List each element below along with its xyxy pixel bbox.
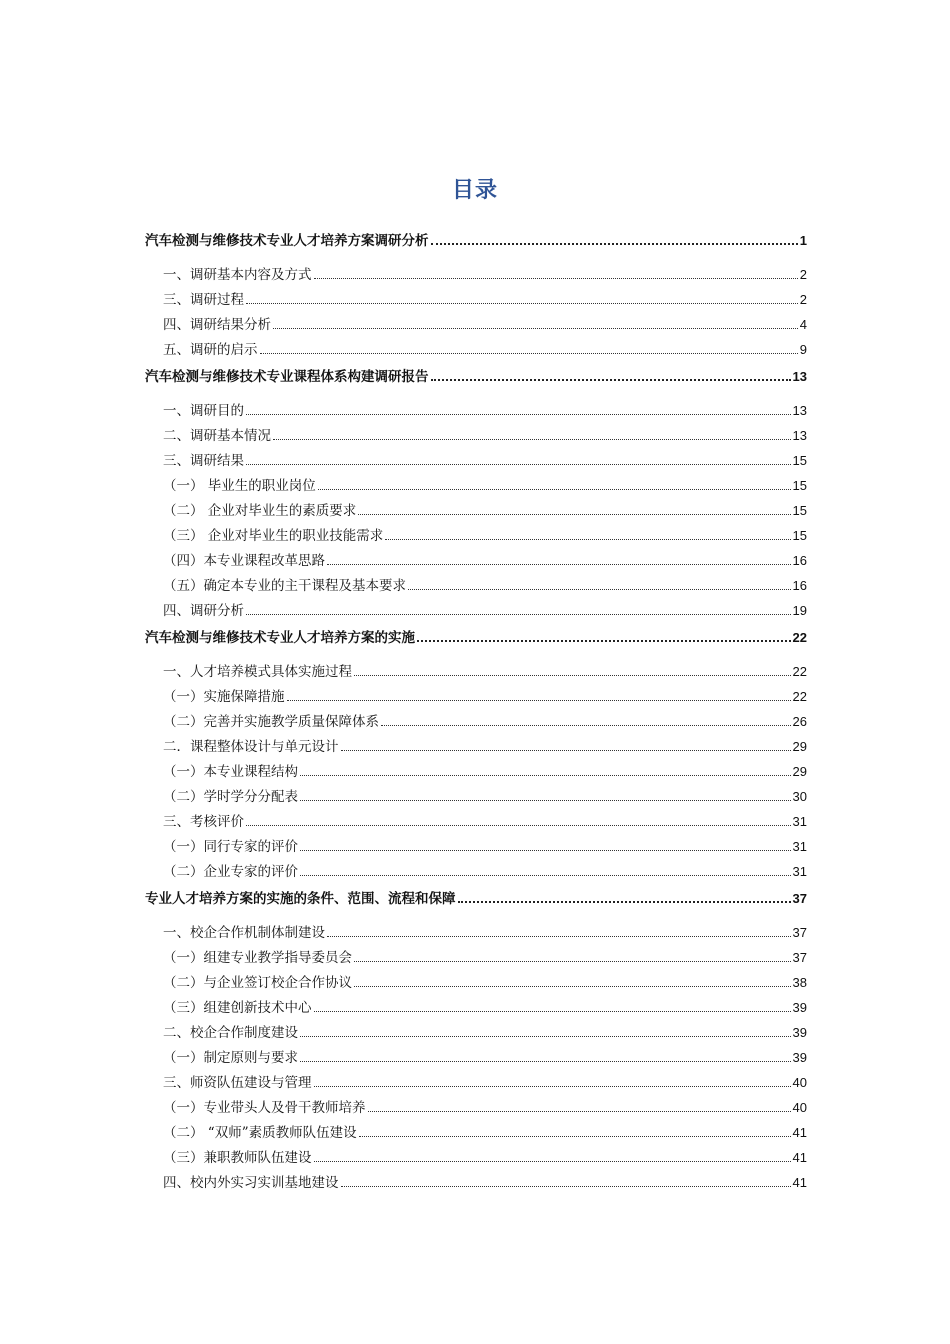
toc-item-text: （二）企业专家的评价 (163, 864, 298, 880)
toc-item-entry[interactable] (145, 337, 807, 362)
toc-page-number: 26 (792, 714, 807, 729)
dot-leader (358, 514, 790, 515)
dot-leader (300, 850, 791, 851)
dot-leader (381, 725, 791, 726)
dot-leader (314, 278, 798, 279)
toc-item-entry[interactable] (145, 709, 807, 734)
toc-item-entry[interactable] (145, 1095, 807, 1120)
toc-item-text: （一）本专业课程结构 (163, 764, 298, 780)
dot-leader (431, 379, 791, 381)
toc-page-number: 29 (792, 764, 807, 779)
toc-item-entry[interactable] (145, 1145, 807, 1170)
dot-leader (300, 1061, 791, 1062)
dot-leader (287, 700, 791, 701)
toc-item-entry[interactable] (145, 734, 807, 759)
toc-item-entry[interactable] (145, 995, 807, 1020)
toc-item-text: 三、调研过程 (163, 292, 244, 308)
toc-item-text: 三、考核评价 (163, 814, 244, 830)
toc-item-entry[interactable] (145, 473, 807, 498)
toc-page-number: 9 (799, 342, 807, 357)
toc-item-text: （一）专业带头人及骨干教师培养 (163, 1100, 366, 1116)
toc-page-number: 15 (792, 503, 807, 518)
toc-item-text: （三） 企业对毕业生的职业技能需求 (163, 528, 384, 544)
toc-page-number: 40 (792, 1100, 807, 1115)
toc-item-entry[interactable] (145, 312, 807, 337)
toc-item-entry[interactable] (145, 784, 807, 809)
toc-item-entry[interactable] (145, 448, 807, 473)
toc-item-entry[interactable] (145, 809, 807, 834)
toc-item-entry[interactable] (145, 262, 807, 287)
toc-item-entry[interactable] (145, 287, 807, 312)
toc-section-entry[interactable] (145, 625, 807, 651)
toc-page-number: 2 (799, 292, 807, 307)
dot-leader (354, 961, 791, 962)
toc-item-text: （三）组建创新技术中心 (163, 1000, 312, 1016)
toc-item-entry[interactable] (145, 398, 807, 423)
dot-leader (359, 1136, 791, 1137)
toc-item-entry[interactable] (145, 598, 807, 623)
toc-page-number: 29 (792, 739, 807, 754)
toc-section-title: 专业人才培养方案的实施的条件、范围、流程和保障 (145, 891, 456, 907)
dot-leader (300, 875, 791, 876)
dot-leader (314, 1011, 791, 1012)
toc-item-entry[interactable] (145, 573, 807, 598)
toc-item-text: （四）本专业课程改革思路 (163, 553, 325, 569)
dot-leader (260, 353, 798, 354)
toc-item-entry[interactable] (145, 1170, 807, 1195)
toc-page-number: 15 (792, 453, 807, 468)
toc-item-text: 一、人才培养模式具体实施过程 (163, 664, 352, 680)
dot-leader (246, 414, 791, 415)
toc-item-entry[interactable] (145, 970, 807, 995)
toc-page-number: 31 (792, 864, 807, 879)
toc-item-text: 三、调研结果 (163, 453, 244, 469)
dot-leader (300, 775, 791, 776)
toc-page-number: 39 (792, 1025, 807, 1040)
dot-leader (458, 901, 791, 903)
dot-leader (246, 303, 798, 304)
toc-item-entry[interactable] (145, 523, 807, 548)
toc-page-number: 1 (799, 233, 807, 248)
dot-leader (273, 328, 798, 329)
toc-page-number: 41 (792, 1150, 807, 1165)
toc-title: 目录 (451, 178, 498, 203)
toc-page-number: 16 (792, 553, 807, 568)
toc-page-number: 2 (799, 267, 807, 282)
toc-item-entry[interactable] (145, 859, 807, 884)
dot-leader (314, 1086, 791, 1087)
toc-item-text: 二、调研基本情况 (163, 428, 271, 444)
toc-page-number: 22 (792, 630, 807, 645)
toc-section-title: 汽车检测与维修技术专业人才培养方案的实施 (145, 630, 415, 646)
toc-page-number: 30 (792, 789, 807, 804)
toc-page-number: 39 (792, 1000, 807, 1015)
dot-leader (341, 750, 791, 751)
toc-item-text: 四、校内外实习实训基地建设 (163, 1175, 339, 1191)
dot-leader (300, 1036, 791, 1037)
dot-leader (354, 675, 791, 676)
toc-item-text: （二） 企业对毕业生的素质要求 (163, 503, 357, 519)
toc-item-entry[interactable] (145, 1020, 807, 1045)
toc-item-entry[interactable] (145, 1120, 807, 1145)
dot-leader (354, 986, 791, 987)
dot-leader (385, 539, 790, 540)
toc-page-number: 39 (792, 1050, 807, 1065)
toc-item-entry[interactable] (145, 548, 807, 573)
toc-item-text: （一）同行专家的评价 (163, 839, 298, 855)
toc-item-entry[interactable] (145, 759, 807, 784)
toc-item-text: 四、调研分析 (163, 603, 244, 619)
dot-leader (246, 614, 791, 615)
dot-leader (408, 589, 791, 590)
dot-leader (246, 825, 791, 826)
toc-item-text: （二）完善并实施教学质量保障体系 (163, 714, 379, 730)
toc-item-entry[interactable] (145, 423, 807, 448)
dot-leader (300, 800, 791, 801)
dot-leader (327, 936, 791, 937)
table-of-contents (145, 228, 807, 1195)
dot-leader (431, 243, 798, 245)
toc-item-entry[interactable] (145, 498, 807, 523)
toc-page-number: 37 (792, 950, 807, 965)
toc-item-text: 一、调研目的 (163, 403, 244, 419)
toc-page-number: 15 (792, 478, 807, 493)
toc-page-number: 13 (792, 369, 807, 384)
toc-page-number: 19 (792, 603, 807, 618)
dot-leader (273, 439, 791, 440)
toc-item-entry[interactable] (145, 920, 807, 945)
toc-page-number: 41 (792, 1175, 807, 1190)
dot-leader (368, 1111, 791, 1112)
toc-page-number: 31 (792, 839, 807, 854)
toc-item-text: （一） 毕业生的职业岗位 (163, 478, 316, 494)
dot-leader (341, 1186, 791, 1187)
toc-item-entry[interactable] (145, 659, 807, 684)
toc-section-entry[interactable] (145, 228, 807, 254)
dot-leader (314, 1161, 791, 1162)
toc-item-text: 四、调研结果分析 (163, 317, 271, 333)
toc-page-number: 38 (792, 975, 807, 990)
toc-item-entry[interactable] (145, 834, 807, 859)
toc-item-text: 一、调研基本内容及方式 (163, 267, 312, 283)
toc-section-title: 汽车检测与维修技术专业人才培养方案调研分析 (145, 233, 429, 249)
toc-item-text: （一）实施保障措施 (163, 689, 285, 705)
toc-item-entry[interactable] (145, 684, 807, 709)
toc-item-text: （三）兼职教师队伍建设 (163, 1150, 312, 1166)
toc-page-number: 13 (792, 428, 807, 443)
toc-item-text: 一、校企合作机制体制建设 (163, 925, 325, 941)
toc-item-text: 二、校企合作制度建设 (163, 1025, 298, 1041)
toc-item-text: （一）制定原则与要求 (163, 1050, 298, 1066)
toc-page-number: 22 (792, 664, 807, 679)
toc-section-entry[interactable] (145, 364, 807, 390)
toc-page-number: 4 (799, 317, 807, 332)
toc-page-number: 13 (792, 403, 807, 418)
toc-section-title: 汽车检测与维修技术专业课程体系构建调研报告 (145, 369, 429, 385)
toc-item-text: （二） “双师”素质教师队伍建设 (163, 1125, 357, 1141)
toc-item-entry[interactable] (145, 1070, 807, 1095)
dot-leader (327, 564, 791, 565)
toc-page-number: 22 (792, 689, 807, 704)
toc-item-entry[interactable] (145, 1045, 807, 1070)
toc-item-text: 五、调研的启示 (163, 342, 258, 358)
toc-item-text: （一）组建专业教学指导委员会 (163, 950, 352, 966)
dot-leader (246, 464, 791, 465)
dot-leader (417, 640, 791, 642)
toc-item-text: （二）与企业签订校企合作协议 (163, 975, 352, 991)
toc-item-entry[interactable] (145, 945, 807, 970)
toc-item-text: 三、师资队伍建设与管理 (163, 1075, 312, 1091)
toc-page-number: 40 (792, 1075, 807, 1090)
toc-page-number: 15 (792, 528, 807, 543)
toc-item-text: （二）学时学分分配表 (163, 789, 298, 805)
toc-item-text: 二．课程整体设计与单元设计 (163, 739, 339, 755)
toc-page-number: 37 (792, 891, 807, 906)
toc-page-number: 37 (792, 925, 807, 940)
toc-item-text: （五）确定本专业的主干课程及基本要求 (163, 578, 406, 594)
toc-page-number: 31 (792, 814, 807, 829)
toc-page-number: 16 (792, 578, 807, 593)
toc-page-number: 41 (792, 1125, 807, 1140)
dot-leader (318, 489, 791, 490)
toc-section-entry[interactable] (145, 886, 807, 912)
